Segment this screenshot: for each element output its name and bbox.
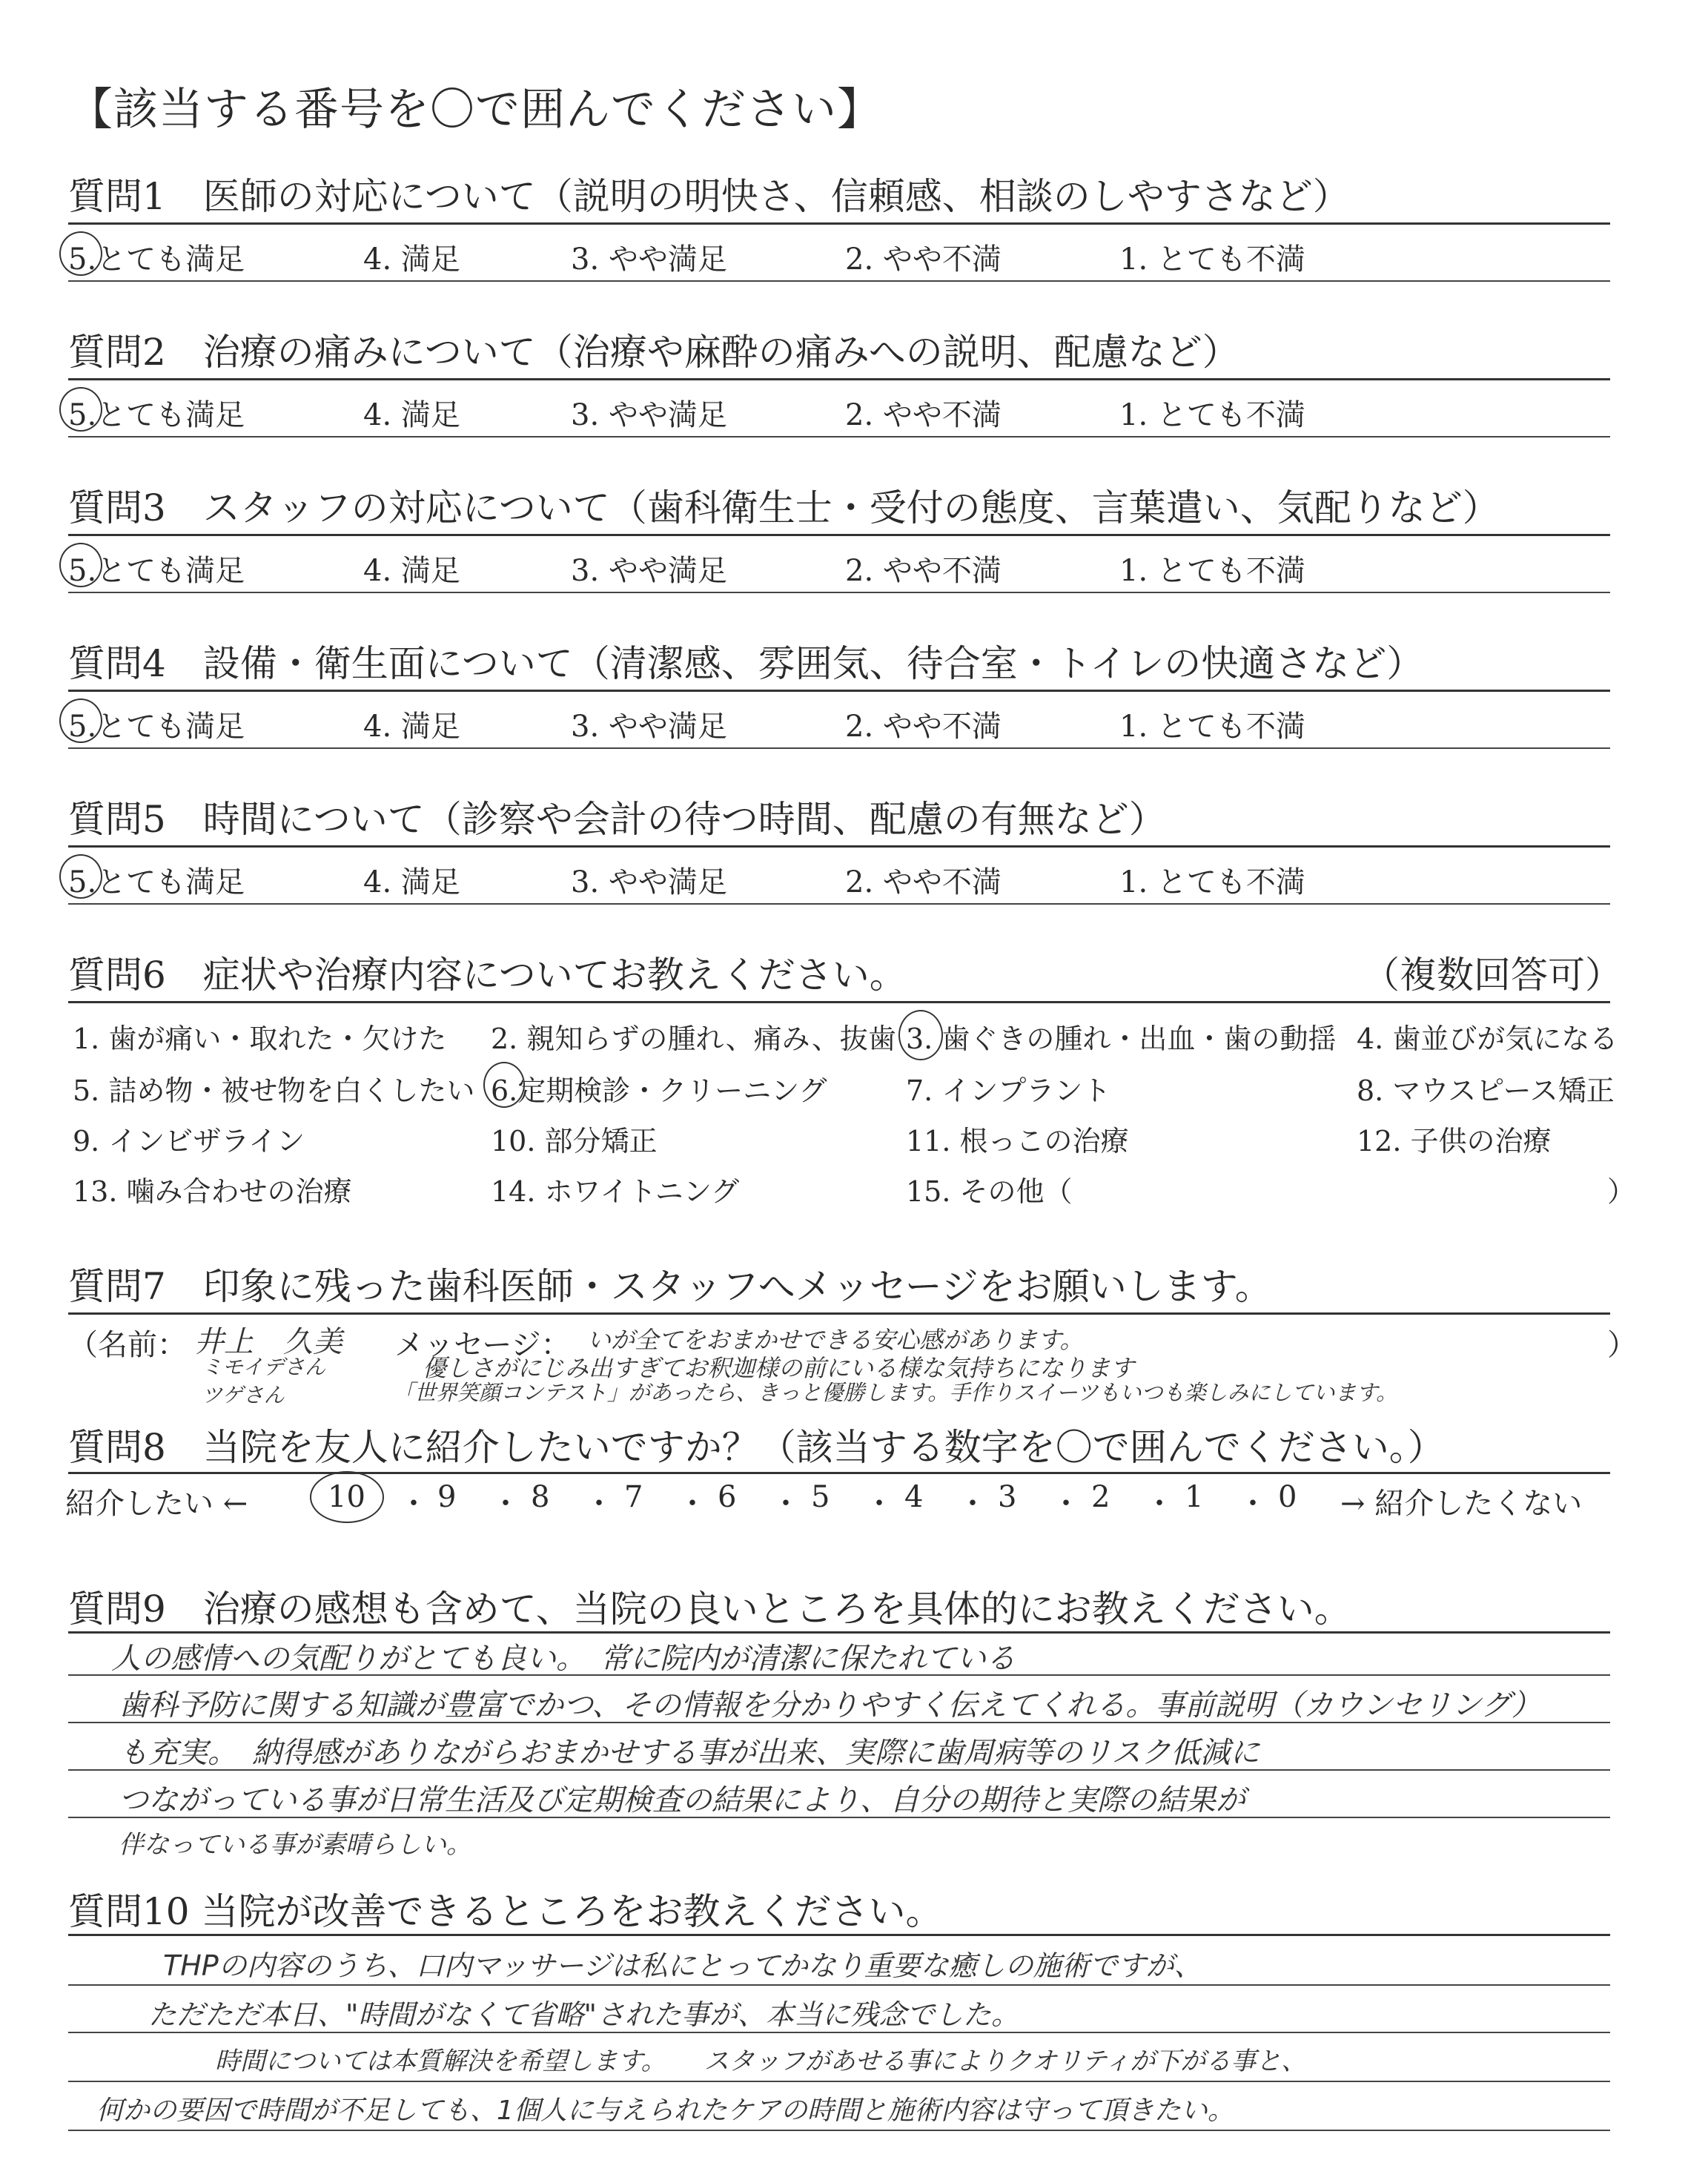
selected-circle-mark [59,387,102,432]
q6-option-9[interactable]: 9. インビザライン [73,1125,305,1157]
scale-separator: ・ [1238,1487,1268,1521]
q7-close-paren: ） [1607,1328,1637,1362]
q3-option-3[interactable]: 3. やや満足 [571,554,727,588]
q2-option-2[interactable]: 2. やや不満 [845,398,1002,432]
q4-option-5[interactable]: 5.とても満足 [68,710,245,744]
ruled-line [68,1984,1610,1986]
ruled-line [68,1674,1610,1676]
ruled-line [68,2032,1610,2033]
selected-circle-mark [59,698,102,743]
ruled-line [68,2081,1610,2082]
q6-option-1[interactable]: 1. 歯が痛い・取れた・欠けた [73,1023,447,1055]
question-5-title: 質問5 時間について（診察や会計の待つ時間、配慮の有無など） [68,798,1166,841]
message-line[interactable]: いが全てをおまかせできる安心感があります。 [587,1326,1084,1354]
scale-4[interactable]: 4 [904,1480,924,1514]
ruled-line [68,1722,1610,1723]
q3-option-4[interactable]: 4. 満足 [363,554,460,588]
question-4-title: 質問4 設備・衛生面について（清潔感、雰囲気、待合室・トイレの快適さなど） [68,642,1424,685]
question-3-title: 質問3 スタッフの対応について（歯科衛生士・受付の態度、言葉遣い、気配りなど） [68,486,1500,529]
divider [68,1472,1610,1474]
divider [68,592,1610,593]
scale-1[interactable]: 1 [1185,1480,1204,1514]
q1-option-5[interactable]: 5.とても満足 [68,242,245,277]
q5-option-3[interactable]: 3. やや満足 [571,865,727,899]
q6-other-close-paren: ） [1607,1175,1636,1208]
scale-separator: ・ [1051,1487,1081,1521]
scale-8[interactable]: 8 [531,1480,550,1514]
divider [68,222,1610,225]
selected-circle-mark [310,1471,384,1523]
q6-option-6[interactable]: 6.定期検診・クリーニング [491,1074,827,1107]
q6-option-2[interactable]: 2. 親知らずの腫れ、痛み、抜歯 [491,1023,896,1055]
scale-separator: ・ [399,1487,428,1521]
q6-option-5[interactable]: 5. 詰め物・被せ物を白くしたい [73,1074,475,1107]
question-10-title: 質問10 当院が改善できるところをお教えください。 [68,1890,943,1933]
q1-option-2[interactable]: 2. やや不満 [845,242,1002,277]
ruled-line [68,1817,1610,1818]
q4-option-2[interactable]: 2. やや不満 [845,710,1002,744]
selected-circle-mark [59,231,102,276]
scale-separator: ・ [864,1487,894,1521]
question-7-title: 質問7 印象に残った歯科医師・スタッフへメッセージをお願いします。 [68,1265,1272,1308]
scale-7[interactable]: 7 [624,1480,643,1514]
q1-option-1[interactable]: 1. とても不満 [1119,242,1305,277]
q9-handwritten-line[interactable]: 歯科予防に関する知識が豊富でかつ、その情報を分かりやすく伝えてくれる。事前説明（カウンセリング） [119,1688,1541,1723]
divider [68,903,1610,905]
q6-option-10[interactable]: 10. 部分矯正 [491,1125,658,1157]
name-label: （名前： [68,1328,187,1362]
recommend-right-label: → 紹介したくない [1340,1487,1583,1521]
divider [68,1312,1610,1315]
staff-name[interactable]: ミモイデさん [202,1355,326,1379]
q6-option-12[interactable]: 12. 子供の治療 [1357,1125,1552,1157]
q4-option-4[interactable]: 4. 満足 [363,710,460,744]
q10-handwritten-line[interactable]: THPの内容のうち、口内マッサージは私にとってかなり重要な癒しの施術ですが、 [163,1949,1202,1982]
message-label: メッセージ： [394,1328,571,1362]
q4-option-3[interactable]: 3. やや満足 [571,710,727,744]
question-8-title: 質問8 当院を友人に紹介したいですか？（該当する数字を〇で囲んでください。） [68,1426,1445,1469]
q6-option-3[interactable]: 3. 歯ぐきの腫れ・出血・歯の動揺 [906,1023,1337,1055]
question-2-title: 質問2 治療の痛みについて（治療や麻酔の痛みへの説明、配慮など） [68,331,1239,374]
selected-circle-mark [59,543,102,587]
ruled-line [68,1769,1610,1771]
selected-circle-mark [898,1010,943,1060]
recommend-left-label: 紹介したい ← [65,1487,248,1521]
q5-option-4[interactable]: 4. 満足 [363,865,460,899]
scale-separator: ・ [771,1487,801,1521]
divider [68,436,1610,437]
q6-option-15[interactable]: 15. その他（ [906,1175,1073,1208]
divider [68,378,1610,380]
scale-9[interactable]: 9 [437,1480,457,1514]
q6-option-7[interactable]: 7. インプラント [906,1074,1111,1107]
scale-separator: ・ [678,1487,707,1521]
q2-option-5[interactable]: 5.とても満足 [68,398,245,432]
q9-handwritten-line[interactable]: つながっている事が日常生活及び定期検査の結果により、自分の期待と実際の結果が [119,1783,1245,1817]
q2-option-3[interactable]: 3. やや満足 [571,398,727,432]
scale-separator: ・ [958,1487,987,1521]
q5-option-1[interactable]: 1. とても不満 [1119,865,1305,899]
scale-6[interactable]: 6 [718,1480,737,1514]
q9-handwritten-line[interactable]: 伴なっている事が素晴らしい。 [119,1830,471,1860]
divider [68,534,1610,536]
q4-option-1[interactable]: 1. とても不満 [1119,710,1305,744]
question-9-title: 質問9 治療の感想も含めて、当院の良いところを具体的にお教えください。 [68,1588,1351,1631]
scale-3[interactable]: 3 [998,1480,1017,1514]
divider [68,280,1610,282]
selected-circle-mark [59,854,102,899]
q2-option-1[interactable]: 1. とても不満 [1119,398,1305,432]
question-6-title: 質問6 症状や治療内容についてお教えください。 [68,954,907,997]
q10-handwritten-line[interactable]: 時間については本質解決を希望します。 スタッフがあせる事によりクオリティが下がる事と、 [215,2047,1307,2076]
q9-handwritten-line[interactable]: も充実。 納得感がありながらおまかせする事が出来、実際に歯周病等のリスク低減に [119,1736,1260,1770]
message-line[interactable]: 優しさがにじみ出すぎてお釈迦様の前にいる様な気持ちになります [423,1354,1135,1382]
q9-handwritten-line[interactable]: 人の感情への気配りがとても良い。 常に院内が清潔に保たれている [111,1642,1016,1676]
scale-2[interactable]: 2 [1091,1480,1110,1514]
divider [68,1631,1610,1634]
q10-handwritten-line[interactable]: ただただ本日、"時間がなくて省略"された事が、本当に残念でした。 [148,1998,1019,2031]
q3-option-2[interactable]: 2. やや不満 [845,554,1002,588]
scale-10[interactable]: 10 [328,1480,365,1514]
staff-name[interactable]: ツゲさん [202,1383,285,1407]
scale-separator: ・ [584,1487,614,1521]
q6-multiple-note: （複数回答可） [1363,954,1622,997]
q5-option-2[interactable]: 2. やや不満 [845,865,1002,899]
divider [68,747,1610,749]
divider [68,1001,1610,1003]
scale-5[interactable]: 5 [811,1480,830,1514]
divider [68,690,1610,692]
question-1-title: 質問1 医師の対応について（説明の明快さ、信頼感、相談のしやすさなど） [68,175,1350,218]
q6-option-11[interactable]: 11. 根っこの治療 [906,1125,1129,1157]
ruled-line [68,2130,1610,2131]
q3-option-1[interactable]: 1. とても不満 [1119,554,1305,588]
divider [68,845,1610,848]
q6-option-8[interactable]: 8. マウスピース矯正 [1357,1074,1615,1107]
q5-option-5[interactable]: 5.とても満足 [68,865,245,899]
scale-separator: ・ [491,1487,520,1521]
page-title: 【該当する番号を〇で囲んでください】 [68,84,882,136]
q3-option-5[interactable]: 5.とても満足 [68,554,245,588]
scale-separator: ・ [1145,1487,1174,1521]
q2-option-4[interactable]: 4. 満足 [363,398,460,432]
q6-option-14[interactable]: 14. ホワイトニング [491,1175,740,1208]
q1-option-4[interactable]: 4. 満足 [363,242,460,277]
q6-option-4[interactable]: 4. 歯並びが気になる [1357,1023,1618,1055]
divider [68,1934,1610,1936]
q10-handwritten-line[interactable]: 何かの要因で時間が不足しても、1個人に与えられたケアの時間と施術内容は守って頂きたい。 [96,2095,1234,2126]
selected-circle-mark [483,1062,525,1108]
name-handwritten[interactable]: 井上 久美 [194,1325,342,1359]
message-line[interactable]: 「世界笑顔コンテスト」があったら、きっと優勝します。手作りスイーツもいつも楽しみにしています。 [393,1380,1398,1405]
q6-option-13[interactable]: 13. 噛み合わせの治療 [73,1175,352,1208]
q1-option-3[interactable]: 3. やや満足 [571,242,727,277]
scale-0[interactable]: 0 [1278,1480,1297,1514]
